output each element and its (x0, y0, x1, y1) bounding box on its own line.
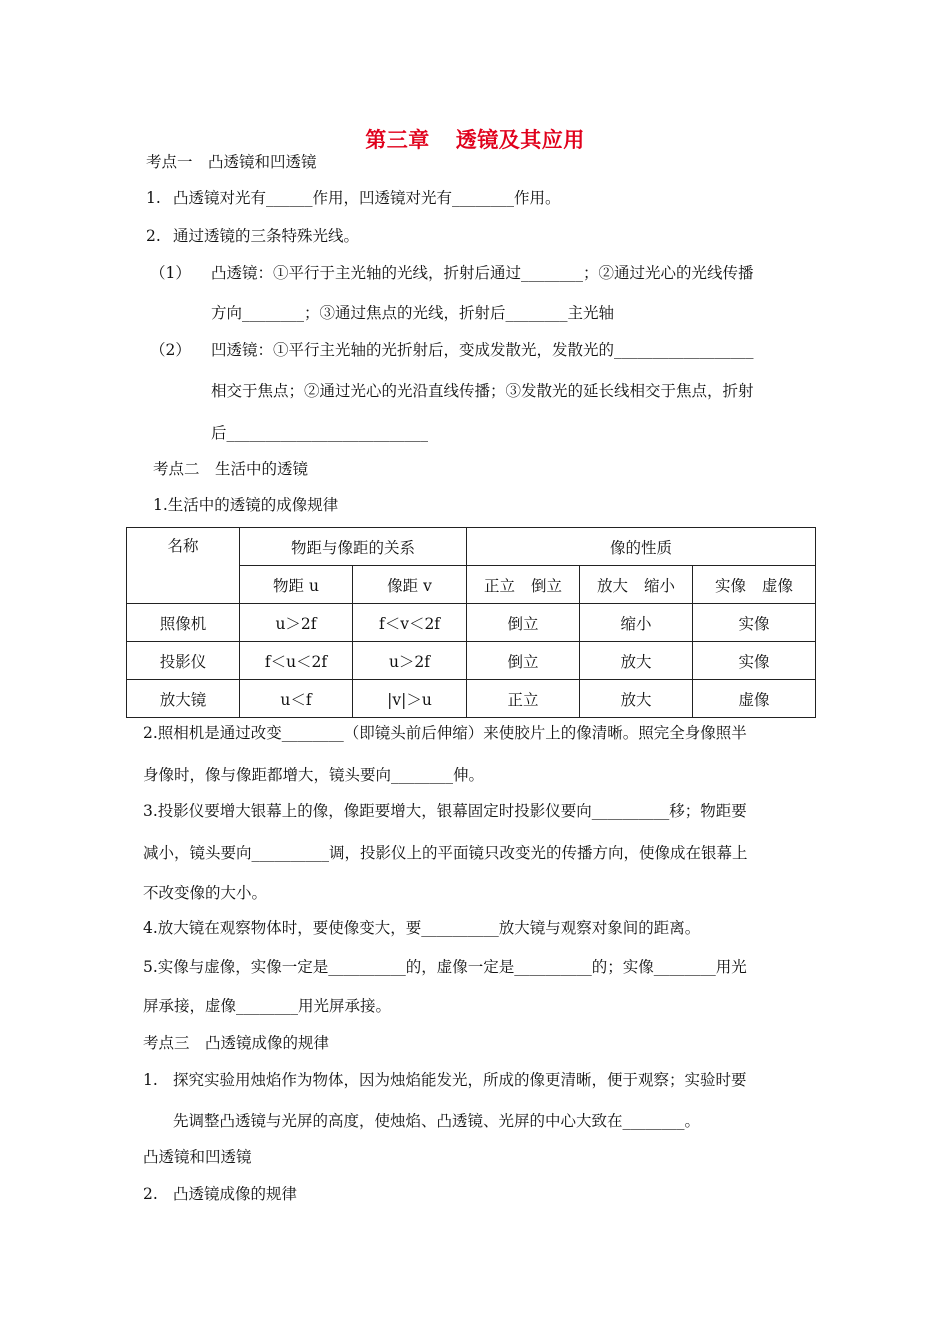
s1-q2b-line3: 后__________________________ (211, 424, 429, 442)
cell-size: 放大 (580, 680, 693, 718)
s2-q2-line1: 2.照相机是通过改变________（即镜头前后伸缩）来使胶片上的像清晰。照完全身像照半 (143, 724, 747, 742)
s2-q5-line1: 5.实像与虚像，实像一定是__________的，虚像一定是__________的；实像________用光 (143, 958, 747, 976)
s1-q1-text: 凸透镜对光有______作用，凹透镜对光有________作用。 (173, 189, 561, 207)
header-size: 放大 缩小 (580, 566, 693, 604)
s2-q2-line2: 身像时，像与像距都增大，镜头要向________伸。 (143, 766, 485, 784)
s2-q4-line1: 4.放大镜在观察物体时，要使像变大，要__________放大镜与观察对象间的距离。 (143, 919, 701, 937)
s1-q2-text: 通过透镜的三条特殊光线。 (173, 227, 360, 245)
s3-q1-line2: 先调整凸透镜与光屏的高度，使烛焰、凸透镜、光屏的中心大致在________。 (173, 1112, 701, 1130)
s1-q2-number: 2. (146, 227, 161, 245)
cell-name: 投影仪 (127, 642, 240, 680)
header-relation: 物距与像距的关系 (240, 528, 467, 566)
cell-kind: 虚像 (693, 680, 816, 718)
s1-q2b-line1: 凹透镜：①平行主光轴的光折射后，变成发散光，发散光的__________________ (211, 341, 754, 359)
cell-kind: 实像 (693, 642, 816, 680)
s1-q2b-line2: 相交于焦点；②通过光心的光沿直线传播；③发散光的延长线相交于焦点，折射 (211, 382, 754, 400)
cell-v: u＞2f (353, 642, 467, 680)
s2-q3-line2: 减小，镜头要向__________调，投影仪上的平面镜只改变光的传播方向，使像成在银幕上 (143, 844, 748, 862)
chapter-title (0, 124, 950, 154)
cell-size: 缩小 (580, 604, 693, 642)
cell-u: u＞2f (240, 604, 353, 642)
header-nature: 像的性质 (467, 528, 816, 566)
cell-v: f＜v＜2f (353, 604, 467, 642)
cell-v: |v|＞u (353, 680, 467, 718)
s3-sub: 凸透镜和凹透镜 (143, 1148, 252, 1166)
s1-q2a-line2: 方向________；③通过焦点的光线，折射后________主光轴 (211, 304, 615, 322)
cell-size: 放大 (580, 642, 693, 680)
s3-q2-text: 凸透镜成像的规律 (173, 1185, 298, 1203)
s3-q1-number: 1. (143, 1071, 158, 1089)
header-orientation: 正立 倒立 (467, 566, 580, 604)
cell-orientation: 正立 (467, 680, 580, 718)
cell-u: u＜f (240, 680, 353, 718)
s1-q2a-number: （1） (150, 264, 191, 282)
chapter-name: 透镜及其应用 (455, 127, 585, 152)
s2-q5-line2: 屏承接，虚像________用光屏承接。 (143, 997, 392, 1015)
s3-q1-line1: 探究实验用烛焰作为物体，因为烛焰能发光，所成的像更清晰，便于观察；实验时要 (173, 1071, 747, 1089)
cell-name: 照像机 (127, 604, 240, 642)
header-image-distance: 像距 v (353, 566, 467, 604)
imaging-rules-table (126, 527, 816, 718)
header-name: 名称 (127, 528, 240, 604)
cell-orientation: 倒立 (467, 604, 580, 642)
s1-q2b-number: （2） (150, 341, 191, 359)
s2-sub1: 1.生活中的透镜的成像规律 (153, 496, 339, 514)
table-row (127, 604, 816, 642)
s1-q2a-line1: 凸透镜：①平行于主光轴的光线，折射后通过________；②通过光心的光线传播 (211, 264, 754, 282)
header-kind: 实像 虚像 (693, 566, 816, 604)
cell-name: 放大镜 (127, 680, 240, 718)
chapter-number: 第三章 (365, 127, 430, 152)
section3-heading: 考点三 凸透镜成像的规律 (143, 1034, 330, 1052)
table-row (127, 642, 816, 680)
section2-heading: 考点二 生活中的透镜 (153, 460, 309, 478)
s3-q2-number: 2. (143, 1185, 158, 1203)
section1-heading: 考点一 凸透镜和凹透镜 (146, 153, 317, 171)
table-header-row (127, 528, 816, 566)
table-row (127, 680, 816, 718)
cell-orientation: 倒立 (467, 642, 580, 680)
cell-kind: 实像 (693, 604, 816, 642)
s2-q3-line1: 3.投影仪要增大银幕上的像，像距要增大，银幕固定时投影仪要向__________移；物距要 (143, 802, 747, 820)
s2-q3-line3: 不改变像的大小。 (143, 884, 268, 902)
s1-q1-number: 1. (146, 189, 161, 207)
header-object-distance: 物距 u (240, 566, 353, 604)
cell-u: f＜u＜2f (240, 642, 353, 680)
